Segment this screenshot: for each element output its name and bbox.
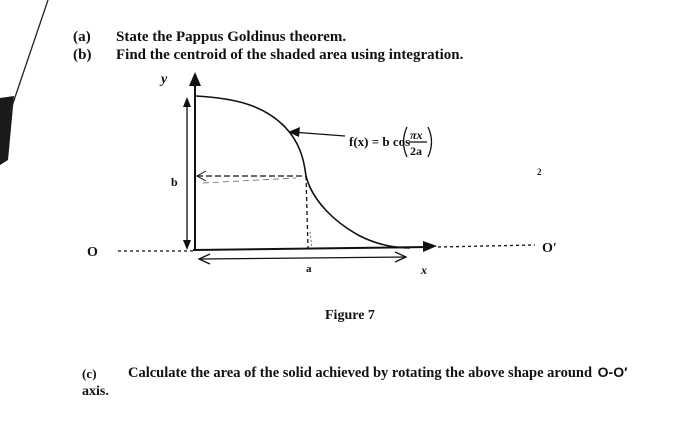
x-axis-arrowhead [423, 241, 437, 252]
function-label: f(x) = b cos [349, 134, 411, 149]
function-leader-arrowhead [288, 127, 300, 137]
fraction-denominator: 2a [410, 144, 422, 158]
height-arrow-bottom [183, 240, 191, 250]
cosine-curve [196, 96, 410, 248]
page-mark: 2 [537, 167, 542, 177]
y-axis-arrowhead [189, 72, 201, 86]
x-axis-label: x [421, 263, 427, 277]
height-arrow-top [183, 97, 191, 107]
question-b-text: Find the centroid of the shaded area using integration. [116, 47, 464, 63]
horizontal-dashed-line-2 [203, 178, 296, 183]
question-c-label: (c) [82, 366, 97, 381]
width-dimension-line [200, 257, 405, 259]
vertical-dashed-line [306, 176, 308, 248]
question-b-label: (b) [73, 47, 92, 63]
question-c-text [128, 364, 627, 382]
axis-end-label: O′ [542, 241, 557, 256]
vertical-dashed-line-2 [310, 232, 312, 248]
question-a-label: (a) [73, 29, 91, 45]
fraction-right-paren [428, 127, 432, 157]
origin-label: O [87, 245, 98, 260]
question-c-body: Calculate the area of the solid achieved by rotating the above shape around [128, 365, 593, 381]
height-label: b [171, 175, 178, 189]
y-axis-label: y [161, 72, 168, 87]
question-c-continuation: axis. [82, 384, 109, 399]
function-leader-line [292, 132, 345, 136]
question-c-axis-name: O-O′ [597, 364, 628, 380]
width-label: a [306, 263, 312, 275]
rotation-axis-right [438, 245, 535, 247]
fraction-numerator: πx [410, 128, 423, 142]
margin-line [10, 0, 48, 112]
question-a-text: State the Pappus Goldinus theorem. [116, 29, 347, 45]
figure-caption: Figure 7 [325, 308, 375, 323]
